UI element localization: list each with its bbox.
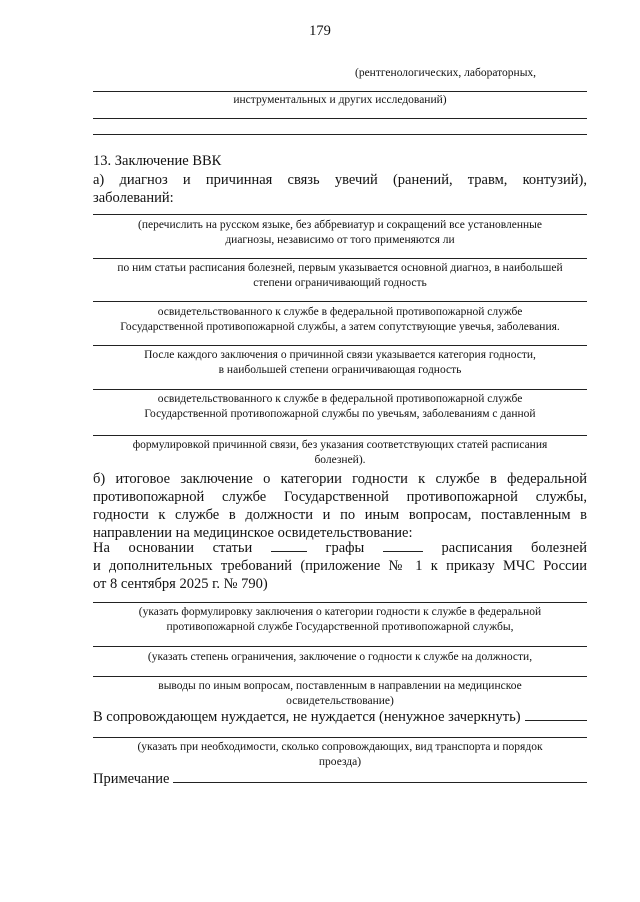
underline bbox=[93, 646, 587, 647]
hint-line: диагнозы, независимо от того применяются ли bbox=[225, 234, 455, 246]
escort-text: В сопровождающем нуждается, не нуждается (ненужное зачеркнуть) bbox=[93, 709, 521, 725]
basis-word: расписания bbox=[441, 540, 513, 556]
intro-line-2: инструментальных и других исследований) bbox=[233, 94, 447, 106]
underline bbox=[93, 258, 587, 259]
hint-line: (указать при необходимости, сколько сопровождающих, вид транспорта и порядок bbox=[137, 741, 543, 753]
hint-line: проезда) bbox=[318, 756, 362, 768]
item-a-line-2: заболеваний: bbox=[93, 190, 174, 206]
hint-line: по ним статьи расписания болезней, первым указывается основной диагноз, в наибольшей bbox=[117, 262, 563, 274]
item-a-line-1: а) диагноз и причинная связь увечий (ранений, травм, контузий), bbox=[93, 172, 587, 188]
note-line bbox=[93, 770, 587, 788]
escort-blank-field[interactable] bbox=[525, 708, 587, 721]
item-b-line-4: направлении на медицинское освидетельствование: bbox=[93, 525, 413, 541]
page-number: 179 bbox=[309, 23, 331, 39]
underline bbox=[93, 602, 587, 603]
basis-line-3: от 8 сентября 2025 г. № 790) bbox=[93, 576, 268, 592]
section-heading: 13. Заключение ВВК bbox=[93, 153, 222, 169]
column-blank-field[interactable] bbox=[383, 539, 423, 552]
underline bbox=[93, 737, 587, 738]
underline bbox=[93, 345, 587, 346]
item-b-line-3: годности к службе в должности и по иным вопросам, поставленным в bbox=[93, 507, 587, 523]
hint-line: Государственной противопожарной службы, а затем сопутствующие увечья, заболевания. bbox=[120, 321, 560, 333]
basis-word: болезней bbox=[531, 540, 587, 556]
hint-line: Государственной противопожарной службы по увечьям, заболеваниям с данной bbox=[144, 408, 536, 420]
basis-word: На bbox=[93, 540, 110, 556]
underline bbox=[93, 301, 587, 302]
hint-line: После каждого заключения о причинной связи указывается категория годности, bbox=[144, 349, 536, 361]
escort-line bbox=[93, 708, 587, 726]
hint-line: (указать степень ограничения, заключение о годности к службе на должности, bbox=[147, 651, 533, 663]
hint-line: противопожарной службе Государственной противопожарной службы, bbox=[166, 621, 514, 633]
hint-line: формулировкой причинной связи, без указания соответствующих статей расписания bbox=[132, 439, 548, 451]
underline bbox=[93, 134, 587, 135]
hint-line: болезней). bbox=[314, 454, 366, 466]
item-b-line-1: б) итоговое заключение о категории годности к службе в федеральной bbox=[93, 471, 587, 487]
hint-line: степени ограничивающий годность bbox=[253, 277, 427, 289]
item-b-line-2: противопожарной службе Государственной противопожарной службы, bbox=[93, 489, 587, 505]
underline bbox=[93, 118, 587, 119]
basis-word: статьи bbox=[212, 540, 253, 556]
hint-line: (указать формулировку заключения о категории годности к службе в федеральной bbox=[138, 606, 542, 618]
basis-word: графы bbox=[325, 540, 365, 556]
note-blank-field[interactable] bbox=[173, 770, 587, 783]
underline bbox=[93, 435, 587, 436]
basis-line-1 bbox=[93, 539, 587, 557]
hint-line: в наибольшей степени ограничивающая годность bbox=[218, 364, 462, 376]
intro-line-1: (рентгенологических, лабораторных, bbox=[355, 67, 537, 79]
basis-line-2: и дополнительных требований (приложение № 1 к приказу МЧС России bbox=[93, 558, 587, 574]
hint-line: освидетельствование) bbox=[286, 695, 394, 707]
note-label: Примечание bbox=[93, 771, 170, 787]
basis-word: основании bbox=[128, 540, 194, 556]
hint-line: (перечислить на русском языке, без аббревиатур и сокращений все установленные bbox=[138, 219, 542, 231]
underline bbox=[93, 91, 587, 92]
hint-line: освидетельствованного к службе в федеральной противопожарной службе bbox=[157, 393, 523, 405]
underline bbox=[93, 389, 587, 390]
article-blank-field[interactable] bbox=[271, 539, 307, 552]
underline bbox=[93, 676, 587, 677]
hint-line: выводы по иным вопросам, поставленным в направлении на медицинское bbox=[158, 680, 522, 692]
underline bbox=[93, 214, 587, 215]
hint-line: освидетельствованного к службе в федеральной противопожарной службе bbox=[157, 306, 523, 318]
